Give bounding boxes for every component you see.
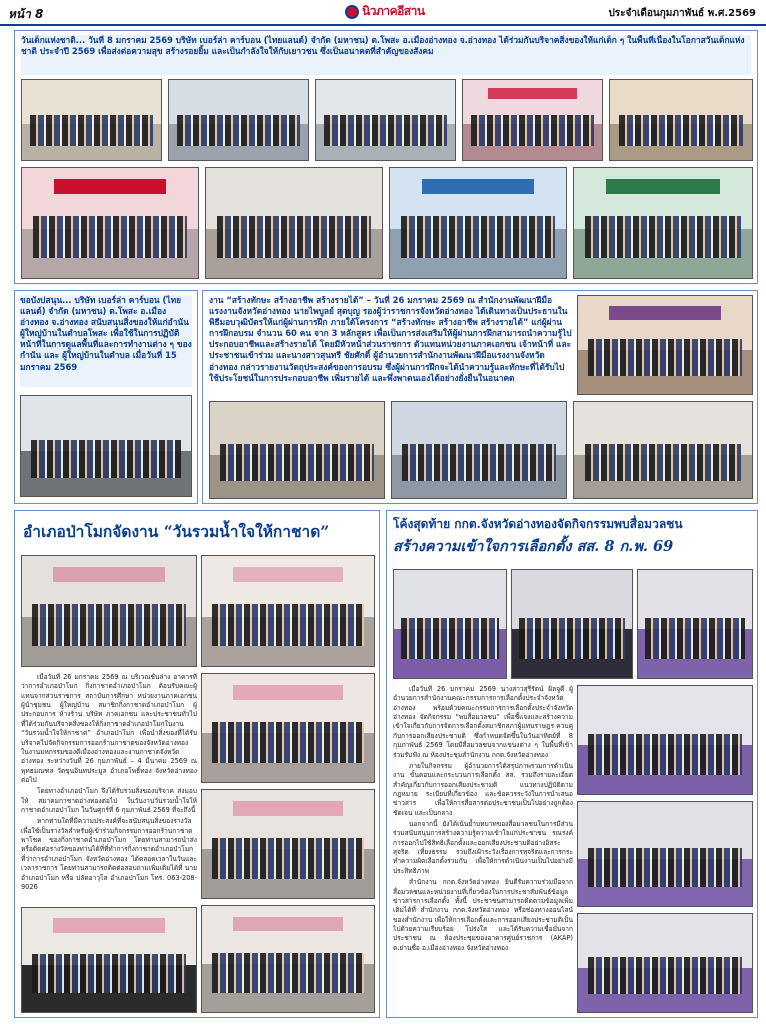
skills-training-panel [202, 290, 758, 504]
red-cross-paragraph-2: โดยทางอำเภอป่าโมก จึงได้รับรวมสิ่งของบริจาค ส่งมอบให้ สมาคมกาชาดอ่างทองต่อไป ในวันงานวันรวมน้ำใจให้กาชาดอำเภอป่าโมก ในวันศุกร์ที่ 6 กุมภาพันธ์ 2569 ที่จะถึงนี้ [21, 787, 197, 815]
newspaper-logo [345, 2, 425, 21]
event-photo [577, 685, 753, 795]
red-cross-title: อำเภอป่าโมกจัดงาน “วันรวมน้ำใจให้กาชาด” [23, 522, 330, 541]
election-panel [386, 510, 758, 1018]
event-photo [20, 395, 192, 497]
support-lead-text: บริษัท เบอร์ล่า คาร์บอน (ไทยแลนด์) จำกัด (มหาชน) ต.โพสะ อ.เมืองอ่างทอง จ.อ่างทอง สนับสนุนสิ่งของให้แก่อำนันผู้ใหญ่บ้านในตำบลโพสะ เพื่อใช้ในการปฏิบัติหน้าที่ในการดูแลพื้นที่และการทำงานต่าง ๆ ของกำนัน และ ผู้ใหญ่บ้านในตำบล เมื่อวันที่ 15 มกราคม 2569 [20, 295, 192, 372]
event-photo [21, 167, 199, 279]
election-paragraph-3: นอกจากนี้ ยังได้เน้นย้ำบทบาทของสื่อมวลชนในการมีส่วนร่วมสนับสนุนการสร้างความรู้ความเข้าใจแก่ประชาชน รณรงค์การออกไปใช้สิทธิเลือกตั้งและออกเสียงประชามติอย่างอิสระ สุจริต เที่ยงธรรม รวมถึงเฝ้าระวังเรื่องการทุจริตและการกระทำความผิดเลือกตั้งร่วมกัน เพื่อให้การดำเนินงานเป็นไปอย่างมีประสิทธิภาพ [393, 820, 573, 875]
issue-date: ประจำเดือนกุมภาพันธ์ พ.ศ.2569 [608, 8, 756, 19]
election-body [393, 685, 573, 1013]
event-photo [201, 905, 375, 1013]
event-photo [201, 555, 375, 667]
event-photo [205, 167, 383, 279]
election-title-line-2: สร้างความเข้าใจการเลือกตั้ง สส. 8 ก.พ. 69 [393, 538, 674, 555]
event-photo [577, 913, 753, 1013]
event-photo [168, 79, 309, 161]
red-cross-paragraph-1: เมื่อวันที่ 26 มกราคม 2569 ณ บริเวณชั้นล่าง อาคารที่ว่าการอำเภอป่าโมก กิ่งกาชาดอำเภอป่าโมก ต้อนรับคณะผู้แทนจากส่วนราชการ สถาบันการศึกษา หน่วยงานภาคเอกชน ผู้นำชุมชน ผู้ใหญ่บ้าน สมาชิกกิ่งกาชาดอำเภอป่าโมก ผู้ประกอบการ ห้างร้าน บริษัท ภาคเอกชน และประชาชนทั่วไป ที่ได้ร่วมกันบริจาคสิ่งของให้กิ่งกาชาดอำเภอป่าโมกในงาน “วันรวมน้ำใจให้กาชาด” อำเภอป่าโมก เพื่อนำสิ่งของที่ได้รับบริจาคไปจัดกิจกรรมการออกร้านกาชาดของจังหวัดอ่างทอง ในงานมหกรรมของดีเมืองอ่างทองและงานกาชาดจังหวัดอ่างทอง ระหว่างวันที่ 26 กุมภาพันธ์ – 4 มีนาคม 2569 ณ พุทธมณฑล วัดขุนอินทประมูล อำเภอโพธิ์ทอง จังหวัดอ่างทองต่อไป [21, 673, 197, 784]
event-photo [315, 79, 456, 161]
event-photo [462, 79, 603, 161]
event-photo [577, 295, 753, 395]
event-photo [389, 167, 567, 279]
event-photo [573, 167, 753, 279]
election-paragraph-2: ภายในกิจกรรม ผู้อำนวยการได้สรุปภาพรวมการดำเนินงาน ขั้นตอนและกระบวนการเลือกตั้ง สส. รวมถึงรายละเอียดสำคัญเกี่ยวกับการออกเสียงประชามติ แนวทางปฏิบัติตามกฎหมาย ระเบียบที่เกี่ยวข้อง และข้อควรระวังในการนำเสนอข่าวสาร เพื่อให้การสื่อสารต่อประชาชนเป็นไปอย่างถูกต้อง ชัดเจน และเป็นกลาง [393, 761, 573, 817]
page-header [0, 0, 766, 26]
event-photo [201, 789, 375, 899]
event-photo [609, 79, 753, 161]
event-photo [577, 801, 753, 907]
support-lead-bold: ขอบังบ่สนุน... [20, 295, 72, 305]
event-photo [391, 401, 567, 499]
event-photo [393, 569, 507, 679]
childrens-day-lead-text: วันที่ 8 มกราคม 2569 บริษัท เบอร์ล่า คาร์บอน (ไทยแลนด์) จำกัด (มหาชน) ต.โพสะ อ.เมืองอ่างทอง จ.อ่างทอง ได้ร่วมกันบริจาคสิ่งของให้แก่เด็ก ๆ ในพื้นที่เนื่องในโอกาสวันเด็กแห่งชาติ ประจำปี 2569 เพื่อส่งต่อความสุข สร้างรอยยิ้ม และเป็นกำลังใจให้กับเยาวชน ซึ่งเป็นอนาคตที่สำคัญของสังคม [21, 35, 745, 57]
red-cross-panel [14, 510, 380, 1018]
skills-training-lead: งาน “สร้างทักษะ สร้างอาชีพ สร้างรายได้” – วันที่ 26 มกราคม 2569 ณ สำนักงานพัฒนาฝีมือแรงงานจังหวัดอ่างทอง นายไพบูลย์ สุตบุญ รองผู้ว่าราชการจังหวัดอ่างทอง ได้เดินทางเป็นประธานในพิธีมอบวุฒิบัตรให้แก่ผู้ผ่านการฝึก ภายใต้โครงการ “สร้างทักษะ สร้างอาชีพ สร้างรายได้” แก่ผู้ผ่านการฝึกอบรม จำนวน 60 คน จาก 3 หลักสูตร เพื่อเป็นการส่งเสริมให้ผู้ผ่านการฝึกสามารถนำความรู้ไปประกอบอาชีพและสร้างรายได้ โดยมีหัวหน้าส่วนราชการ ตัวแทนหน่วยงานภาคเอกชน เจ้าหน้าที่ และประชาชนเข้าร่วม และนางสาวสุนทรี ชัยศักดิ์ ผู้อำนวยการสำนักงานพัฒนาฝีมือแรงงานจังหวัดอ่างทอง กล่าวรายงานวัตถุประสงค์ของการอบรม ซึ่งผู้ผ่านการฝึกจะได้นำความรู้และทักษะที่ได้รับไปใช้ประโยชน์ในการประกอบอาชีพ เพิ่มรายได้ และพึ่งพาตนเองได้อย่างยั่งยืนในอนาคต [209, 295, 572, 383]
event-photo [511, 569, 633, 679]
election-paragraph-4: สำนักงาน กกต.จังหวัดอ่างทอง ยินดีรับความร่วมมือจากสื่อมวลชนและหน่วยงานที่เกี่ยวข้องในการประชาสัมพันธ์ข้อมูลข่าวสารการเลือกตั้ง ทั้งนี้ ประชาชนสามารถติดตามข้อมูลเพิ่มเติมได้ที่ สำนักงาน กกต.จังหวัดอ่างทอง หรือช่องทางออนไลน์ของสำนักงาน เพื่อให้การเลือกตั้งและการออกเสียงประชามติเป็นไปด้วยความเรียบร้อย โปร่งใส และได้รับความเชื่อมั่นจากประชาชน ณ ห้องประชุมของอาคารศูนย์ราชการ (AKAP) ต.ย่านซื่อ อ.เมืองอ่างทอง จังหวัดอ่างทอง [393, 878, 573, 952]
support-lead [20, 295, 192, 387]
childrens-day-lead-bold: วันเด็กแห่งชาติ... [21, 35, 86, 45]
page-number: หน้า 8 [8, 7, 44, 21]
event-photo [21, 555, 197, 667]
support-panel [14, 290, 198, 504]
event-photo [637, 569, 753, 679]
red-cross-body [21, 673, 197, 905]
election-paragraph-1: เมื่อวันที่ 26 มกราคม 2569 นางสาวสุรีรัตน์ ผิลจูดี ผู้อำนวยการสำนักงานคณะกรรมการการเลือกตั้งประจำจังหวัดอ่างทอง พร้อมด้วยคณะกรรมการการเลือกตั้งประจำจังหวัดอ่างทอง จัดกิจกรรม “พบสื่อมวลชน” เพื่อชี้แจงและสร้างความเข้าใจเกี่ยวกับการจัดการเลือกตั้งสมาชิกสภาผู้แทนราษฎร ควบคู่กับการออกเสียงประชามติ ซึ่งกำหนดจัดขึ้นในวันอาทิตย์ที่ 8 กุมภาพันธ์ 2569 โดยมีสื่อมวลชนจากแขนงต่าง ๆ ในพื้นที่เข้าร่วมรับฟัง ณ ห้องประชุมสำนักงาน กกต.จังหวัดอ่างทอง [393, 685, 573, 759]
event-photo [209, 401, 385, 499]
event-photo [21, 907, 197, 1013]
event-photo [573, 401, 753, 499]
logo-emblem-icon [345, 5, 359, 19]
logo-text: นิวภาคอีสาน [362, 4, 425, 18]
red-cross-paragraph-3: หากท่านใดที่มีความประสงค์ที่จะสนับสนุนสิ่งของรางวัล เพื่อใช้เป็นรางวัลสำหรับผู้เข้าร่วมกิจกรรมการออกร้านกาชาดพาโชค ของกิ่งกาชาดอำเภอป่าโมก โดยท่านสามารถนำส่งหรือติดต่อรางวัลของท่านได้ที่ที่ทำการกิ่งกาชาดอำเภอป่าโมก ที่ว่าการอำเภอป่าโมก จังหวัดอ่างทอง ได้ตลอดเวลาในวันและเวลาราชการ โดยท่านสามารถติดต่อสอบถามเพิ่มเติมได้ที่ นายอำเภอป่าโมก หรือ ปลัดอาวุโส อำเภอป่าโมก โทร. 063-208-9026 [21, 817, 197, 891]
childrens-day-panel [14, 30, 758, 284]
childrens-day-lead [21, 35, 751, 75]
event-photo [21, 79, 162, 161]
event-photo [201, 673, 375, 783]
election-title-line-1: โค้งสุดท้าย กกต.จังหวัดอ่างทองจัดกิจกรรมพบสื่อมวลชน [393, 517, 683, 531]
